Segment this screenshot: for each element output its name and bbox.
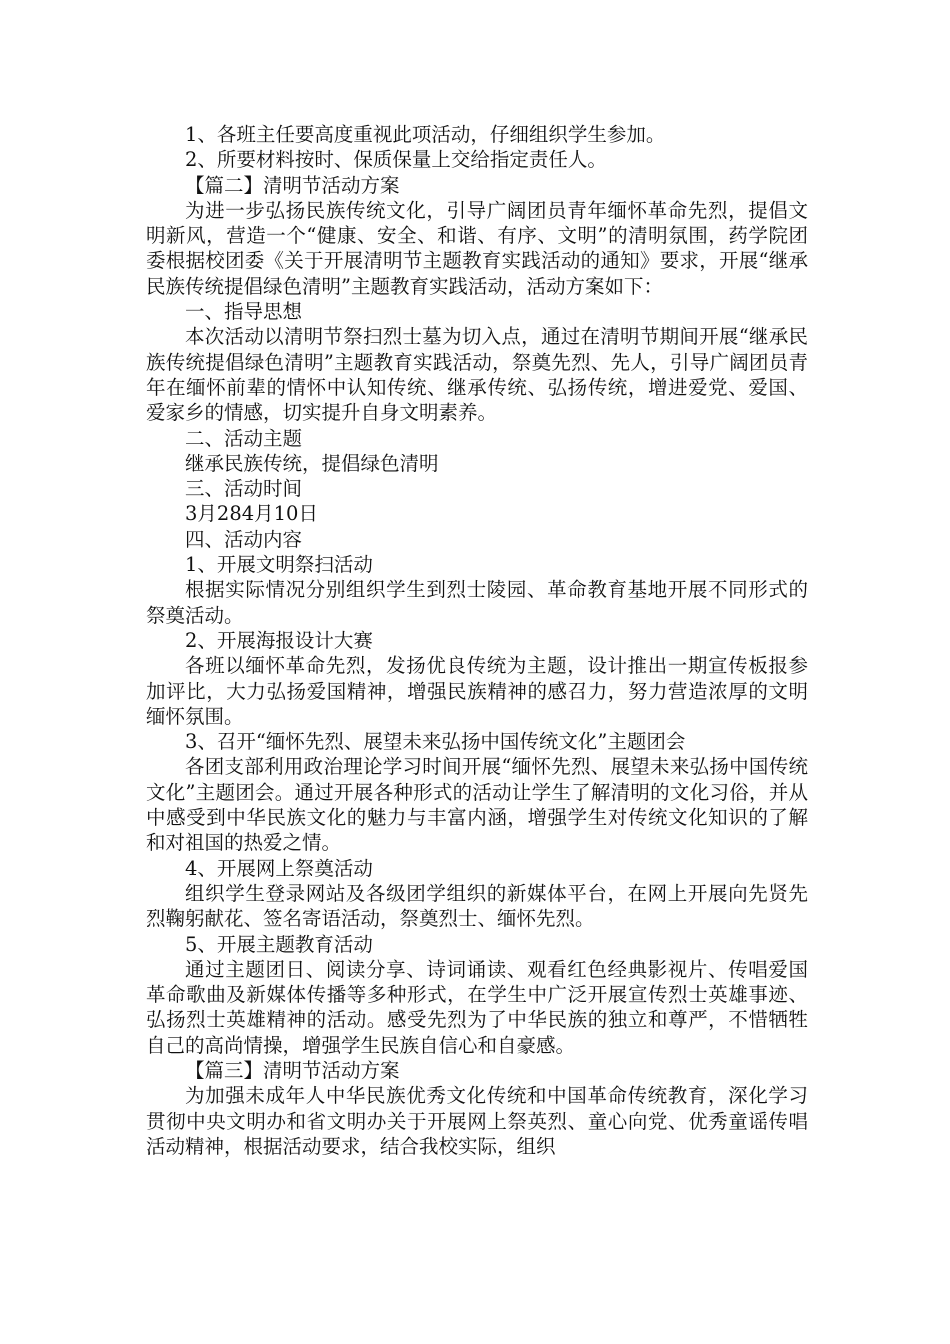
paragraph: 组织学生登录网站及各级团学组织的新媒体平台，在网上开展向先贤先烈鞠躬献花、签名寄语活动，祭奠烈士、缅怀先烈。 [146,881,808,931]
document-page [146,122,808,1159]
subsection-heading: 1、开展文明祭扫活动 [185,553,373,577]
section-heading: 【篇三】清明节活动方案 [185,1058,400,1082]
subsection-heading: 5、开展主题教育活动 [185,932,373,956]
subsection-heading: 2、开展海报设计大赛 [185,628,373,652]
paragraph: 本次活动以清明节祭扫烈士墓为切入点，通过在清明节期间开展“继承民族传统提倡绿色清明”主题教育实践活动，祭奠先烈、先人，引导广阔团员青年在缅怀前辈的情怀中认知传统、继承传统、弘扬传统，增进爱党、爱国、爱家乡的情感，切实提升自身文明素养。 [146,325,808,425]
section-heading: 二、活动主题 [185,426,303,450]
subsection-heading: 3、召开“缅怀先烈、展望未来弘扬中国传统文化”主题团会 [185,730,686,754]
paragraph: 为加强未成年人中华民族优秀文化传统和中国革命传统教育，深化学习贯彻中央文明办和省文明办关于开展网上祭英烈、童心向党、优秀童谣传唱活动精神，根据活动要求，结合我校实际，组织 [146,1084,808,1158]
paragraph: 根据实际情况分别组织学生到烈士陵园、革命教育基地开展不同形式的祭奠活动。 [146,578,808,627]
section-heading: 三、活动时间 [185,477,303,501]
section-heading: 一、指导思想 [185,300,303,324]
paragraph: 为进一步弘扬民族传统文化，引导广阔团员青年缅怀革命先烈，提倡文明新风，营造一个“健康、安全、和谐、有序、文明”的清明氛围，药学院团委根据校团委《关于开展清明节主题教育实践活动的通知》要求，开展“继承民族传统提倡绿色清明”主题教育实践活动，活动方案如下： [146,198,808,298]
paragraph: 3月284月10日 [185,502,318,526]
subsection-heading: 4、开展网上祭奠活动 [185,856,373,880]
paragraph: 通过主题团日、阅读分享、诗词诵读、观看红色经典影视片、传唱爱国革命歌曲及新媒体传播等多种形式，在学生中广泛开展宣传烈士英雄事迹、弘扬烈士英雄精神的活动。感受先烈为了中华民族的独立和尊严，不惜牺牲自己的高尚情操，增强学生民族自信心和自豪感。 [146,957,808,1057]
list-item: 2、所要材料按时、保质保量上交给指定责任人。 [185,148,607,172]
section-heading: 四、活动内容 [185,527,303,551]
paragraph: 各团支部利用政治理论学习时间开展“缅怀先烈、展望未来弘扬中国传统文化”主题团会。通过开展各种形式的活动让学生了解清明的文化习俗，并从中感受到中华民族文化的魅力与丰富内涵，增强学生对传统文化知识的了解和对祖国的热爱之情。 [146,755,808,855]
section-heading: 【篇二】清明节活动方案 [185,173,400,197]
paragraph: 继承民族传统，提倡绿色清明 [185,451,439,475]
list-item: 1、各班主任要高度重视此项活动，仔细组织学生参加。 [185,123,666,146]
paragraph: 各班以缅怀革命先烈，发扬优良传统为主题，设计推出一期宣传板报参加评比，大力弘扬爱国精神，增强民族精神的感召力，努力营造浓厚的文明缅怀氛围。 [146,654,808,728]
